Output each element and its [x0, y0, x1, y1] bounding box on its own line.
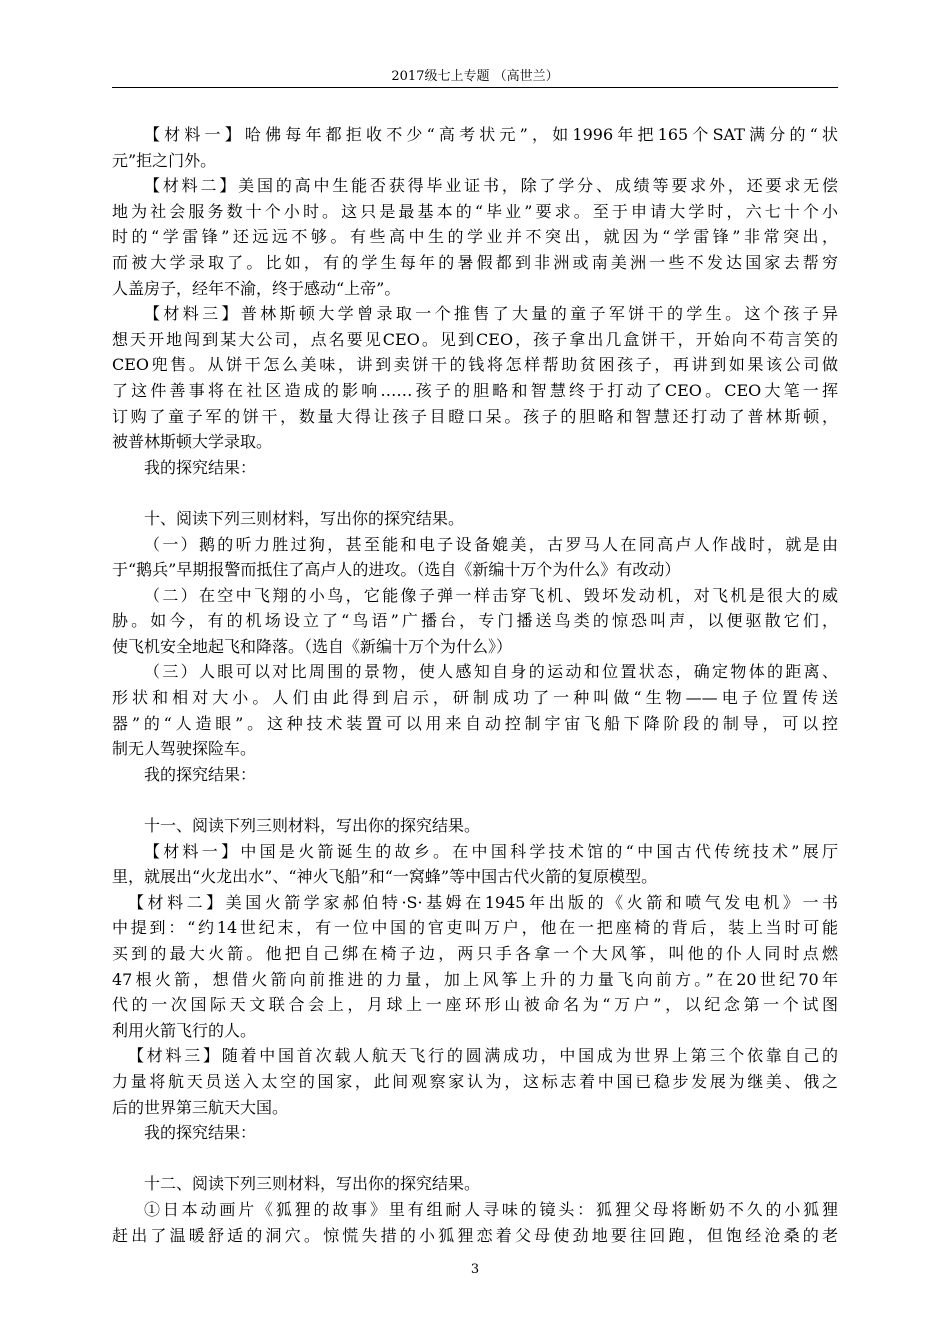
text-line: 形状和相对大小。人们由此得到启示，研制成功了一种叫做“生物——电子位置传送 [112, 688, 838, 708]
text-line: 【材料一】哈佛每年都拒收不少“高考状元”，如1996年把165个SAT满分的“状 [144, 125, 838, 144]
text-line: 想天开地闯到某大公司，点名要见CEO。见到CEO，孩子拿出几盒饼干，开始向不苟言笑的 [112, 329, 838, 349]
text-line: 中提到：“约14世纪末，有一位中国的官吏叫万户，他在一把座椅的背后，装上当时可能 [112, 918, 838, 938]
text-line: 人盖房子，经年不渝，终于感动“上帝”。 [112, 278, 401, 298]
text-line: 里，就展出“火龙出水”、“神火飞船”和“一窝蜂”等中国古代火箭的复原模型。 [112, 867, 658, 887]
text-line: 胁。如今，有的机场设立了“鸟语”广播台，专门播送鸟类的惊恐叫声，以便驱散它们， [112, 611, 838, 631]
answer-space [112, 787, 838, 813]
question-heading: 十、阅读下列三则材料，写出你的探究结果。 [144, 508, 465, 528]
question-heading: 十二、阅读下列三则材料，写出你的探究结果。 [144, 1174, 481, 1194]
text-line: 47根火箭，想借火箭向前推进的力量，加上风筝上升的力量飞向前方。”在20世纪70年 [112, 969, 838, 989]
text-line: （一）鹅的听力胜过狗，甚至能和电子设备媲美，古罗马人在同高卢人作战时，就是由 [144, 534, 838, 554]
text-line: （二）在空中飞翔的小鸟，它能像子弹一样击穿飞机、毁坏发动机，对飞机是很大的威 [144, 585, 838, 605]
answer-prompt: 我的探究结果： [144, 457, 257, 477]
text-line: 【材料三】普林斯顿大学曾录取一个推售了大量的童子军饼干的学生。这个孩子异 [144, 304, 838, 324]
text-line: 地为社会服务数十个小时。这只是最基本的“毕业”要求。至于申请大学时，六七十个小 [112, 201, 838, 221]
answer-space [112, 480, 838, 506]
text-line: 代的一次国际天文联合会上，月球上一座环形山被命名为“万户”，以纪念第一个试图 [112, 995, 838, 1015]
text-line: 了这件善事将在社区造成的影响……孩子的胆略和智慧终于打动了CEO。CEO大笔一挥 [112, 380, 838, 400]
answer-prompt: 我的探究结果： [144, 764, 257, 784]
text-line: 被普林斯顿大学录取。 [112, 432, 273, 452]
text-line: 力量将航天员送入太空的国家，此间观察家认为，这标志着中国已稳步发展为继美、俄之 [112, 1071, 838, 1091]
text-line: 后的世界第三航天大国。 [112, 1097, 289, 1117]
text-line: 赶出了温暖舒适的洞穴。惊慌失措的小狐狸恋着父母使劲地要往回跑，但饱经沧桑的老 [112, 1225, 838, 1245]
text-line: 于“鹅兵”早期报警而抵住了高卢人的进攻。（选自《新编十万个为什么》有改动） [112, 560, 681, 580]
text-line: 订购了童子军的饼干，数量大得让孩子目瞪口呆。孩子的胆略和智慧还打动了普林斯顿， [112, 406, 838, 426]
text-line: （三）人眼可以对比周围的景物，使人感知自身的运动和位置状态，确定物体的距离、 [144, 662, 838, 682]
text-line: 时的“学雷锋”还远远不够。有些高中生的学业并不突出，就因为“学雷锋”非常突出， [112, 227, 838, 247]
page-header: 2017级七上专题 （高世兰） [391, 69, 559, 84]
question-heading: 十一、阅读下列三则材料，写出你的探究结果。 [144, 816, 481, 836]
text-line: 【材料二】美国火箭学家郝伯特·S·基姆在1945年出版的《火箭和喷气发电机》一书 [128, 892, 838, 912]
text-line: ①日本动画片《狐狸的故事》里有组耐人寻味的镜头：狐狸父母将断奶不久的小狐狸 [144, 1199, 838, 1219]
text-line: 制无人驾驶探险车。 [112, 739, 257, 759]
text-line: 【材料三】随着中国首次载人航天飞行的圆满成功，中国成为世界上第三个依靠自己的 [128, 1046, 838, 1066]
answer-space [112, 1146, 838, 1172]
text-line: 器”的“人造眼”。这种技术装置可以用来自动控制宇宙飞船下降阶段的制导，可以控 [112, 713, 838, 733]
text-line: 【材料一】中国是火箭诞生的故乡。在中国科学技术馆的“中国古代传统技术”展厅 [144, 841, 838, 861]
header-rule [112, 87, 838, 88]
document-body [112, 122, 838, 1248]
text-line: CEO兜售。从饼干怎么美味，讲到卖饼干的钱将怎样帮助贫困孩子，再讲到如果该公司做 [112, 355, 838, 375]
text-line: 而被大学录取了。比如，有的学生每年的暑假都到非洲或南美洲一些不发达国家去帮穷 [112, 252, 838, 272]
page-number: 3 [470, 1262, 480, 1277]
text-line: 使飞机安全地起飞和降落。（选自《新编十万个为什么》） [112, 636, 513, 656]
text-line: 【材料二】美国的高中生能否获得毕业证书，除了学分、成绩等要求外，还要求无偿 [144, 176, 838, 196]
text-line: 元”拒之门外。 [112, 150, 217, 170]
text-line: 买到的最大火箭。他把自己绑在椅子边，两只手各拿一个大风筝，叫他的仆人同时点燃 [112, 944, 838, 963]
answer-prompt: 我的探究结果： [144, 1123, 257, 1143]
text-line: 利用火箭飞行的人。 [112, 1020, 257, 1040]
